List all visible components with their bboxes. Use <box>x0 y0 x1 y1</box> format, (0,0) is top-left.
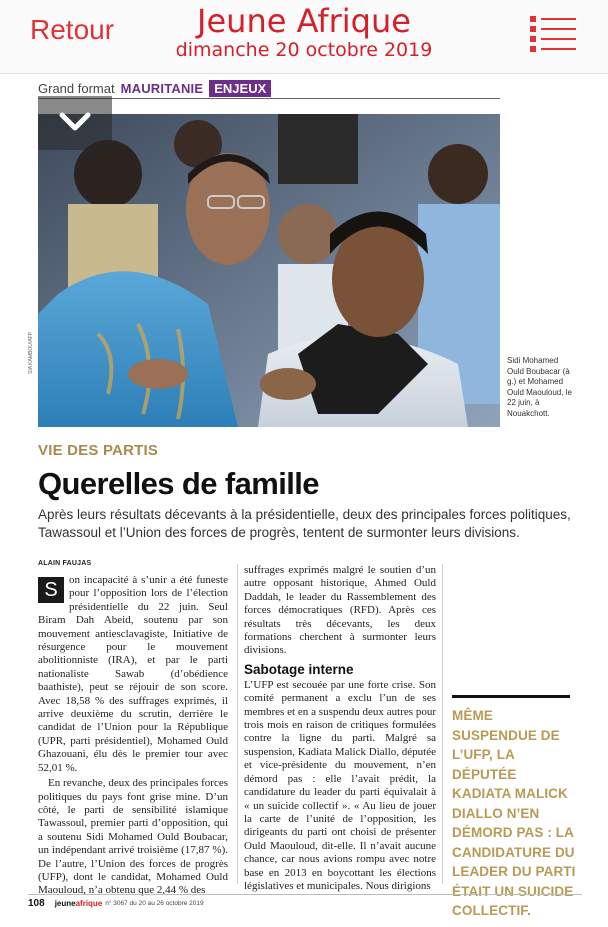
page-number: 108 <box>28 898 45 909</box>
column-divider <box>237 564 238 884</box>
issue-date: dimanche 20 octobre 2019 <box>175 39 433 61</box>
logo-jeune: jeune <box>54 899 76 908</box>
drop-cap: S <box>38 577 64 603</box>
article-column-1 <box>38 574 228 897</box>
expand-button[interactable] <box>38 96 112 150</box>
brand-block <box>0 4 608 62</box>
paragraph: En revanche, deux des principales forces politiques du pays font grise mine. D’un côté, le parti de sensibilité islamique Tawassoul, premier parti d’opposition, qui a soutenu Sidi Mohamed Ould Boubacar, un indépendant arrivé troisième (17,87 %). De l’autre, l’Union des forces de progrès (UFP), dont le candidat, Mohamed Ould Maouloud, n’a obtenu que 2,44 % des <box>38 777 228 897</box>
pullquote-rule <box>452 695 570 698</box>
magazine-page <box>28 74 582 918</box>
subheading: Sabotage interne <box>244 661 354 677</box>
paragraph: on incapacité à s’unir a été funeste pour l’opposition lors de l’élection présidentielle du 22 juin. Seul Biram Dah Abeid, soutenu par son mouvement antiesclavagiste, Initiative de résurgence pour le mouvement abolitionniste (IRA), et par le parti nationaliste Sawab (d’obédience baathiste), peut se réjouir de son score. Avec 18,58 % des suffrages exprimés, il arrive deuxième du scrutin, derrière le candidat de l’Union pour la République (UPR, parti présidentiel), Mohamed Ould Ghazouani, élu dès le premier tour avec 52,01 %. <box>38 574 228 774</box>
column-divider <box>442 564 443 884</box>
country-label: MAURITANIE <box>120 80 204 96</box>
article-kicker: VIE DES PARTIS <box>38 442 159 459</box>
author-byline: ALAIN FAUJAS <box>38 560 92 567</box>
page-footer <box>28 894 582 912</box>
photo-caption: Sidi Mohamed Ould Boubacar (à g.) et Mohamed Ould Maouloud, le 22 juin, à Nouakchott. <box>507 356 572 418</box>
pullquote: MÊME SUSPENDUE DE L’UFP, LA DÉPUTÉE KADIATA MALICK DIALLO N’EN DÉMORD PAS : LA CANDIDATURE DU LEADER DU PARTI ÉTAIT UN SUICIDE COLLECTIF. <box>452 708 576 918</box>
brand-title: Jeune Afrique <box>197 2 411 40</box>
section-label: Grand format <box>38 80 115 96</box>
article-column-2 <box>244 564 436 890</box>
back-button[interactable]: Retour <box>30 14 115 45</box>
paragraph: suffrages exprimés malgré le soutien d’un autre opposant historique, Ahmed Ould Daddah, le leader du Rassemblement des forces démocratiques (RFD). Après ces résultats très décevants, les deux formations cherchent à surmonter leurs divisions. <box>244 564 436 657</box>
photo-credit: SIA KAMBOU/AFP <box>28 332 34 374</box>
article-photo <box>38 114 500 427</box>
chevron-down-icon <box>58 109 92 135</box>
logo-afrique: afrique <box>75 899 103 908</box>
article-lead: Après leurs résultats décevants à la présidentielle, deux des principales forces politiques, Tawassoul et l’Union des forces de progrès, tentent de surmonter leurs divisions. <box>38 507 571 540</box>
tag-label: ENJEUX <box>209 80 271 97</box>
issue-info: n° 3067 du 20 au 26 octobre 2019 <box>105 900 204 907</box>
magazine-logo <box>55 899 103 908</box>
section-header <box>38 80 271 96</box>
app-header <box>0 0 608 74</box>
article-headline: Querelles de famille <box>38 466 319 501</box>
paragraph: L’UFP est secouée par une forte crise. Son comité permanent a exclu l’un de ses membres et en a suspendu deux autres pour trois mois en raison de critiques formulées contre la ligne du parti. Malgré sa suspension, Kadiata Malick Diallo, députée et vice-présidente du mouvement, n’en démord pas : elle l’avait prédit, la candidature du leader du parti équivalait à « un suicide collectif ». « Au lieu de jouer la carte de l’unité de l’opposition, les dirigeants du parti ont choisi de présenter Ould Maouloud, dit-elle. Il n’avait aucune chance, car nous avions rompu avec notre base en 2013 en boycottant les élections législatives et municipales. Nous dirigions <box>244 678 436 892</box>
menu-list-icon[interactable] <box>530 16 576 50</box>
